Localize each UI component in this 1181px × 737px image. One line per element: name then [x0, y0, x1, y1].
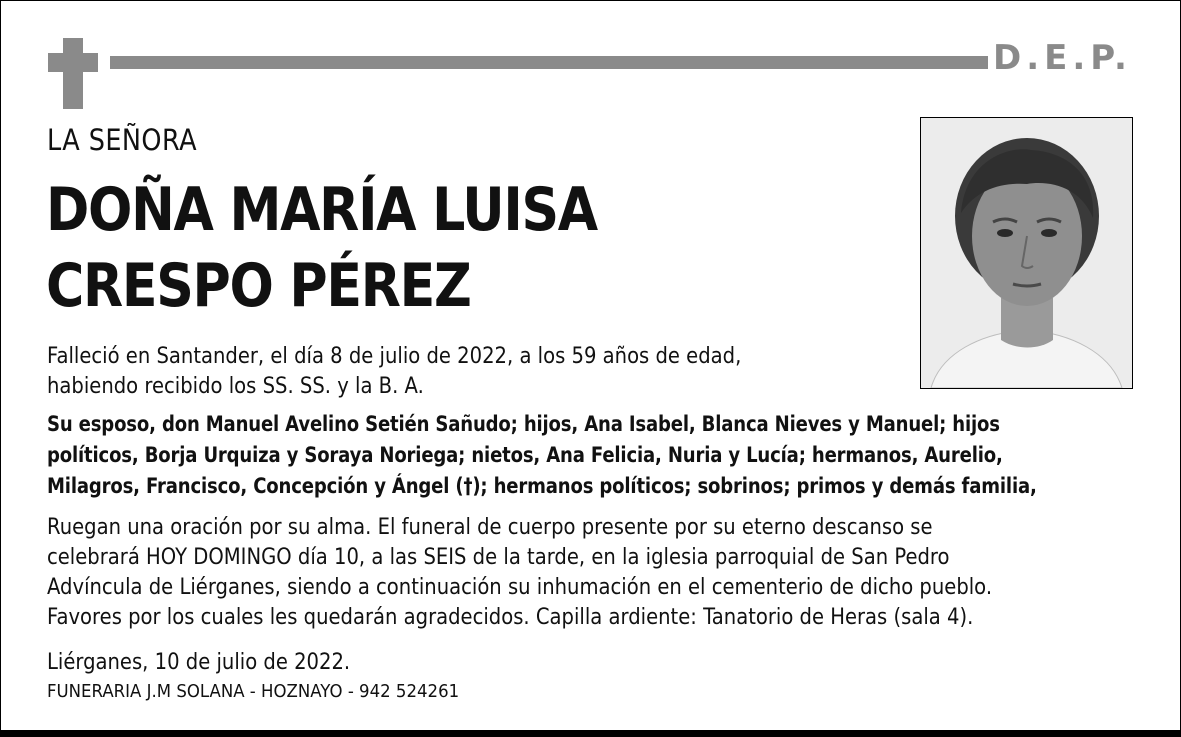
cross-icon-bar	[48, 53, 98, 72]
service-details	[47, 513, 992, 633]
name-line: DOÑA MARÍA LUISA	[46, 175, 597, 245]
text-line: Advíncula de Liérganes, siendo a continuación su inhumación en el cementerio de dicho pueblo.	[47, 575, 993, 600]
family-list	[47, 409, 1037, 502]
text-line: Su esposo, don Manuel Avelino Setién Sañudo; hijos, Ana Isabel, Blanca Nieves y Manuel; hijos	[47, 412, 1000, 437]
text-line: Favores por los cuales les quedarán agradecidos. Capilla ardiente: Tanatorio de Heras (sala 4).	[47, 605, 974, 630]
text-line: Ruegan una oración por su alma. El funeral de cuerpo presente por su eterno descanso se	[47, 515, 933, 540]
text-line: celebrará HOY DOMINGO día 10, a las SEIS de la tarde, en la iglesia parroquial de San Pedro	[47, 545, 950, 570]
honorific: LA SEÑORA	[47, 123, 197, 157]
deceased-name	[46, 172, 597, 324]
cross-icon	[63, 38, 83, 109]
text-line: Falleció en Santander, el día 8 de julio de 2022, a los 59 años de edad,	[47, 344, 742, 369]
portrait-photo	[920, 117, 1133, 389]
text-line: políticos, Borja Urquiza y Soraya Noriega; nietos, Ana Felicia, Nuria y Lucía; hermanos, Aurelio,	[47, 443, 1003, 468]
dep-label: D.E.P.	[993, 38, 1132, 78]
name-line: CRESPO PÉREZ	[46, 251, 471, 321]
death-announcement	[47, 342, 741, 402]
place-date: Liérganes, 10 de julio de 2022.	[47, 650, 351, 675]
portrait-image	[921, 118, 1132, 388]
header-rule	[110, 56, 988, 69]
funeral-home: FUNERARIA J.M SOLANA - HOZNAYO - 942 524261	[47, 681, 460, 702]
text-line: habiendo recibido los SS. SS. y la B. A.	[47, 374, 424, 399]
text-line: Milagros, Francisco, Concepción y Ángel (†); hermanos políticos; sobrinos; primos y demás familia,	[47, 474, 1037, 499]
